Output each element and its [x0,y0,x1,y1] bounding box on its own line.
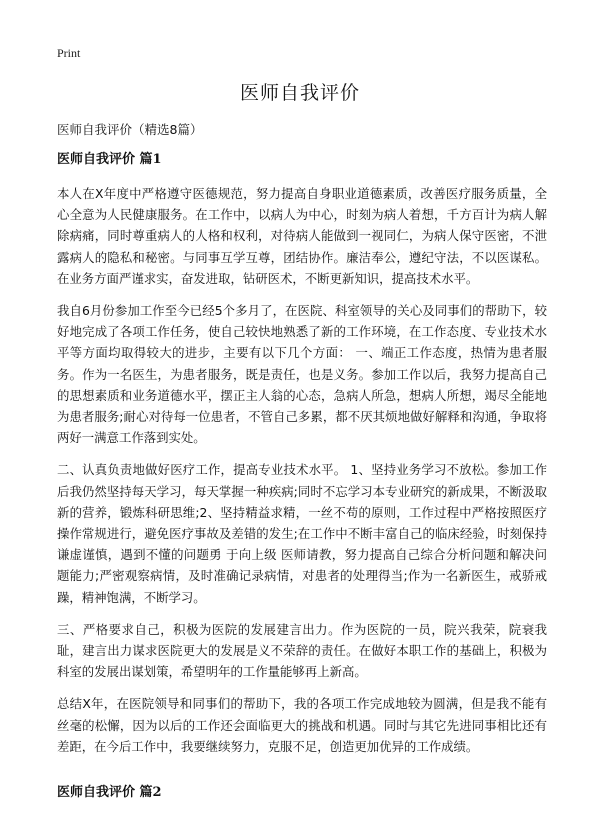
document-subtitle: 医师自我评价（精选8篇） [57,122,203,137]
article-body [57,148,547,816]
paragraph-3: 二、认真负责地做好医疗工作，提高专业技术水平。 1、坚持业务学习不放松。参加工作后我仍然坚持每天学习，每天掌握一种疾病;同时不忘学习本专业研究的新成果，不断汲取新的营养，锻炼科研思维;2、坚持精益求精，一丝不苟的原则，工作过程中严格按照医疗操作常规进行，避免医疗事故及差错的发生;在工作中不断丰富自己的临床经验，时刻保持谦虚谨慎，遇到不懂的问题勇 于向上级 医师请教，努力提高自己综合分析问题和解决问题能力;严密观察病情，及时准确记录病情，对患者的处理得当;作为一名新医生，戒骄戒躁，精神饱满，不断学习。 [57,462,547,605]
paragraph-4: 三、严格要求自己，积极为医院的发展建言出力。作为医院的一员，院兴我荣，院衰我耻，建言出力谋求医院更大的发展是义不荣辞的责任。在做好本职工作的基础上，积极为科室的发展出谋划策，希望明年的工作量能够再上新高。 [57,621,547,680]
section-heading-2: 医师自我评价 篇2 [57,785,162,801]
print-link[interactable]: Print [57,46,81,60]
paragraph-5: 总结X年，在医院领导和同事们的帮助下，我的各项工作完成地较为圆满，但是我不能有丝毫的松懈，因为以后的工作还会面临更大的挑战和机遇。同时与其它先进同事相比还有差距，在今后工作中，我要继续努力，克服不足，创造更加优异的工作成绩。 [57,696,547,754]
paragraph-1: 本人在X年度中严格遵守医德规范，努力提高自身职业道德素质，改善医疗服务质量，全心全意为人民健康服务。在工作中，以病人为中心，时刻为病人着想，千方百计为病人解除病痛，同时尊重病人的人格和权利，对待病人能做到一视同仁，为病人保守医密，不泄露病人的隐私和秘密。与同事互学互尊，团结协作。廉洁奉公，遵纪守法，不以医谋私。在业务方面严谨求实，奋发进取，钻研医术，不断更新知识，提高技术水平。 [57,186,547,286]
section-heading-1: 医师自我评价 篇1 [57,152,162,167]
paragraph-2: 我自6月份参加工作至今已经5个多月了，在医院、科室领导的关心及同事们的帮助下，较好地完成了各项工作任务，使自己较快地熟悉了新的工作环境，在工作态度、专业技术水平等方面均取得较大的进步，主要有以下几个方面： 一、端正工作态度，热情为患者服务。作为一名医生，为患者服务，既是责任，也是义务。参加工作以后，我努力提高自己的思想素质和业务道德水平，摆正主人翁的心态，急病人所急，想病人所想，竭尽全能地为患者服务;耐心对待每一位患者，不管自己多累，都不厌其烦地做好解释和沟通，争取将两好一满意工作落到实处。 [57,303,547,446]
page-title: 医师自我评价 [239,82,360,104]
